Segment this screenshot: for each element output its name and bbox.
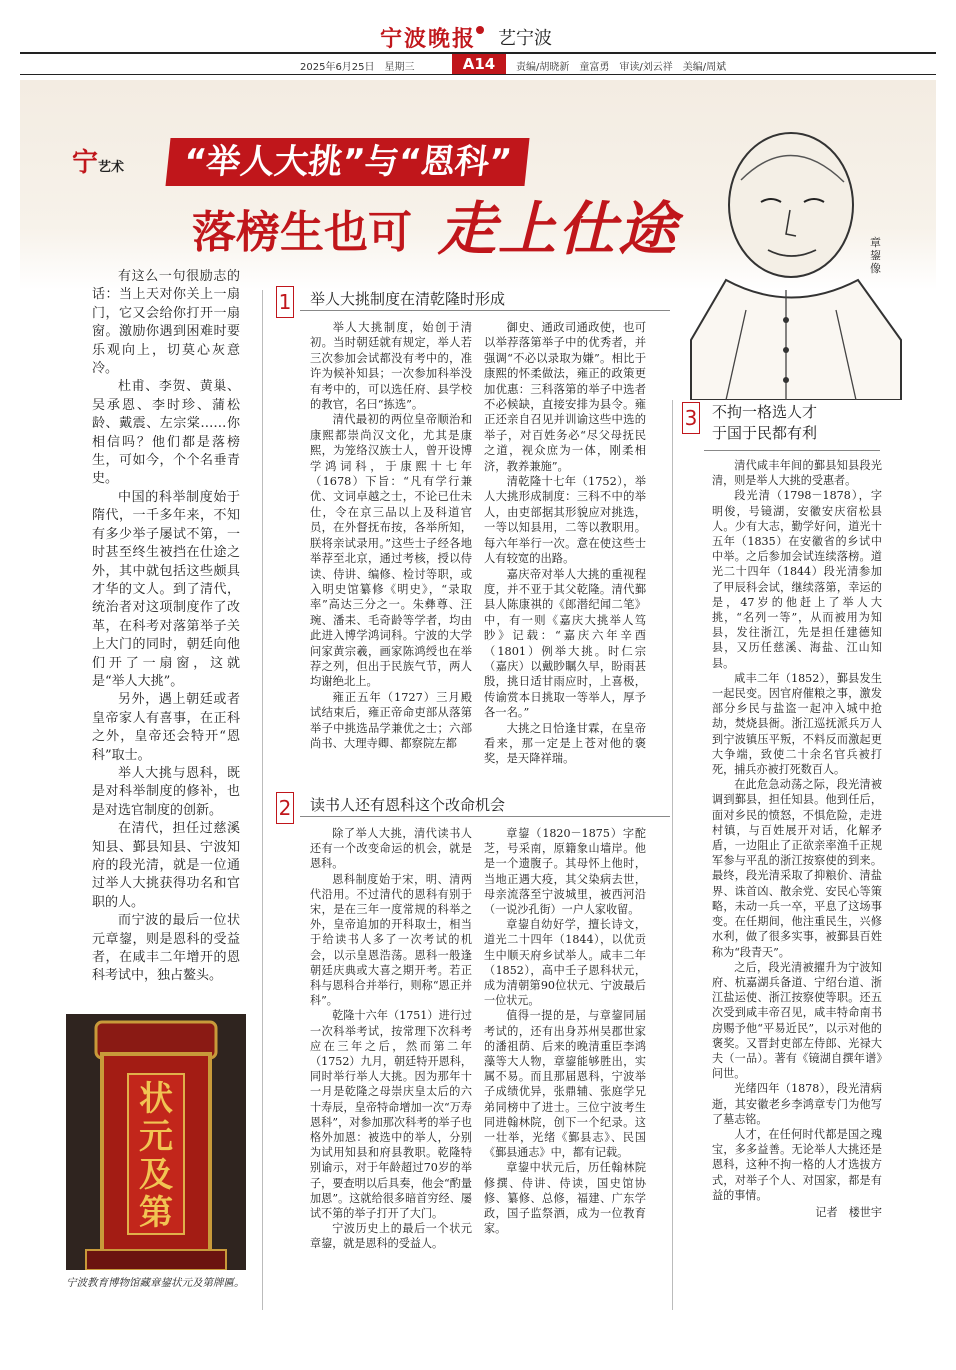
- column-divider: [262, 290, 263, 1310]
- section-2-number: 2: [276, 792, 294, 824]
- section-1-col1: 举人大挑制度，始创于清初。当时朝廷就有规定，举人若三次参加会试都没有考中的，准许为候补知县；一次参加科举没有考中的，可以选任府、县学校的教官，名曰“拣选”。 清代最初的两位皇帝顺治和康熙都崇尚汉文化，尤其是康熙，为笼络汉族士人，曾开设博学鸿词科，于康熙十七年（1678）下旨：“凡有学行兼优、文词卓越之士，不论已仕未仕，令在京三品以上及科道官员，在外督抚布按，各举所知，朕将亲试录用。”这些士子经各地举荐至北京，通过考核，授以侍读、侍讲、编修、检讨等职，或入明史馆纂修《明史》，“录取率”高达三分之一。朱彝尊、汪琬、潘耒、毛奇龄等学者，均由此进入博学鸿词科。宁波的大学问家黄宗羲，画家陈鸿绶也在举荐之列，但出于民族气节，两人均谢绝北上。 雍正五年（1727）三月殿试结束后，雍正帝命吏部从落第举子中挑选品学兼优之士；六部尚书、大理寺卿、都察院左都: [310, 321, 472, 750]
- section-2-rule: [300, 816, 670, 817]
- paper-logo: 宁波晚报: [380, 26, 477, 52]
- plaque-photo: [66, 1014, 246, 1270]
- section-name: 艺宁波: [498, 28, 552, 49]
- plaque-illustration: [66, 1014, 246, 1270]
- svg-text:状: 状: [139, 1079, 173, 1119]
- section-1-number: 1: [276, 286, 294, 318]
- page-number: A14: [452, 54, 506, 74]
- section-3-number: 3: [682, 402, 700, 434]
- photo-caption: 宁波教育博物馆藏章鋆状元及第牌匾。: [66, 1277, 245, 1289]
- section-1-col2: 御史、通政司通政使，也可以举荐落第举子中的优秀者，并强调“不必以录取为嫌”。相比于康熙的怀柔做法，雍正的政策更加优惠：三科落第的举子中选者不必候缺，直接安排为县令。雍正还亲自召见并训谕这些中选的举子，对百姓务必“尽父母抚民之道，视众庶为一体，刚柔相济，教养兼施”。 清乾隆十七年（1752），举人大挑形成制度：三科不中的举人，由吏部据其形貌应对挑选，一等以知县用，二等以教职用。每六年举行一次。意在使这些士人有较宽的出路。 嘉庆帝对举人大挑的重视程度，并不亚于其父乾隆。清代鄞县人陈康祺的《郎潜纪闻二笔》中，有一则《嘉庆大挑举人笃眇》记载：“嘉庆六年辛酉（1801）例举大挑。时仁宗（嘉庆）以戴眇瞩久早，盼雨甚殷，挑日适甘雨应时，上喜极，传谕赏本日挑取一等举人，厚予各一名。” 大挑之日恰逢甘霖，在皇帝看来，那一定是上苍对他的褒奖，是天降祥瑞。: [484, 321, 646, 766]
- section-3-rule: [704, 450, 880, 451]
- section-2-heading: 读书人还有恩科这个改命机会: [310, 796, 506, 814]
- svg-text:元: 元: [139, 1117, 173, 1157]
- section-1-rule: [300, 310, 670, 311]
- intro-text: 有这么一句很励志的话：当上天对你关上一扇门，它又会给你打开一扇窗。激励你遇到困难时要乐观向上，切莫心灰意冷。 杜甫、李贺、黄巢、吴承恩、李时珍、蒲松龄、戴震、左宗棠……你相信吗？他们都是落榜生，可如今，个个名垂青史。 中国的科举制度始于隋代，一千多年来，不知有多少举子屡试不第，一时甚至终生被挡在仕途之外，其中就包括这些颇具才华的文人。到了清代，统治者对这项制度作了改革，在科考对落第举子关上大门的同时，朝廷向他们开了一扇窗，这就是“举人大挑”。 另外，遇上朝廷或者皇帝家人有喜事，在正科之外，皇帝还会特开“恩科”取士。 举人大挑与恩科，既是对科举制度的修补，也是对选官制度的创新。 在清代，担任过慈溪知县、鄞县知县、宁波知府的段光清，就是一位通过举人大挑获得功名和官职的人。 而宁波的最后一位状元章鋆，则是恩科的受益者，在咸丰二年增开的恩科考试中，独占鳌头。: [92, 269, 240, 984]
- masthead-rule-2: [20, 74, 936, 75]
- headline-calligraphy: 走上仕途: [438, 195, 679, 263]
- section-2-col2: 章鋆（1820－1875）字酡芝，号采南，原籍象山墙岸。他是一个遗腹子。其母怀上他时，当地正遇大疫，其父染病去世，母亲流落至宁波城里，被西河沿（一说沙孔街）一户人家收留。 章鋆自幼好学，擅长诗文，道光二十四年（1844），以优贡生中顺天府乡试举人。咸丰二年（1852），高中壬子恩科状元，成为清朝第90位状元、宁波最后一位状元。 值得一提的是，与章鋆同届考试的，还有出身苏州吴郡世家的潘祖荫、后来的晚清重臣李鸿藻等大人物，章鋆能够胜出，实属不易。而且那届恩科，宁波举子成绩优异，张鼎辅、张庭学兄弟同榜中了进士。三位宁波考生同进翰林院，创下一个纪录。这一壮举，光绪《鄞县志》、民国《鄞县通志》中，都有记载。 章鋆中状元后，历任翰林院修撰、侍讲、侍读，国史馆协修、纂修、总修，福建、广东学政，国子监祭酒，成为一位教育家。: [484, 827, 646, 1236]
- section-3-heading: 不拘一格选人才 于国于民都有利: [712, 403, 818, 442]
- portrait-caption: 章鋆像: [870, 236, 881, 275]
- svg-text:第: 第: [139, 1193, 173, 1233]
- column-label: 宁艺术: [72, 148, 125, 178]
- headline-line1: “举人大挑”与“恩科”: [165, 138, 529, 186]
- section-3-col: 清代咸丰年间的鄞县知县段光清，则是举人大挑的受惠者。 段光清（1798－1878），字明俊，号镜湖，安徽安庆宿松县人。少有大志，勤学好问，道光十五年（1835）在安徽省的乡试中中举。之后参加会试连续落榜。道光二十四年（1844）段光清参加了甲辰科会试，继续落第，幸运的是，47岁的他赶上了举人大挑，“名列一等”，从而被用为知县，发往浙江，先是担任建德知县，又历任慈溪、海盐、江山知县。 咸丰二年（1852），鄞县发生一起民变。因官府催粮之事，激发部分乡民与盐盗一起冲入城中抢劫，焚烧县衙。浙江巡抚派兵万人到宁波镇压平叛，不料反而激起更大争端，致使二十余名官兵被打死，捕兵亦被打死数百人。 在此危急动荡之际，段光清被调到鄞县，担任知县。他到任后，面对乡民的愤怒，不惧危险，走进村镇，与百姓展开对话，化解矛盾，一边阻止了正欲亲率渔千正规军参与平乱的浙江按察使的到来。最终，段光清采取了抑粮价、清盐界、诛首凶、散余党、安民心等策略，未动一兵一卒，平息了这场事变。在任期间，他注重民生，兴修水利，做了很多实事，被鄞县百姓称为“段青天”。 之后，段光清被擢升为宁波知府、杭嘉湖兵备道、宁绍台道、浙江盐运使、浙江按察使等职。还五次受到咸丰帝召见，咸丰特命南书房赐予他“平易近民”，以示对他的褒奖。又晋封吏部左侍郎、光禄大夫（一品）。著有《镜湖自撰年谱》问世。 光绪四年（1878），段光清病逝，其安徽老乡李鸿章专门为他写了墓志铭。 人才，在任何时代都是国之瑰宝，多多益善。无论举人大挑还是恩科，这种不拘一格的人才选拔方式，对举子个人、对国家，都是有益的事情。 记者 楼世宇: [712, 459, 882, 1219]
- headline-line2: 落榜生也可: [192, 207, 412, 258]
- masthead-dot: [476, 26, 484, 34]
- issue-date: 2025年6月25日 星期三: [300, 62, 415, 73]
- staff-credits: 责编/胡晓新 童富勇 审读/刘云祥 美编/周斌: [516, 62, 727, 73]
- column-divider-right: [672, 400, 673, 1310]
- svg-text:及: 及: [139, 1155, 173, 1195]
- section-2-col1: 除了举人大挑，清代读书人还有一个改变命运的机会，就是恩科。 恩科制度始于宋，明、清两代沿用。不过清代的恩科有别于宋，是在三年一度常规的科举之外，皇帝追加的开科取士，相当于给读书人多了一次考试的机会，以示皇恩浩荡。恩科一般逢朝廷庆典或大喜之期开考。若正科与恩科合并举行，则称“恩正并科”。 乾隆十六年（1751）进行过一次科举考试，按常理下次科考应在三年之后，然而第二年（1752）九月，朝廷特开恩科，同时举行举人大挑。因为那年十一月是乾隆之母崇庆皇太后的六十寿辰，皇帝特命增加一次“万寿恩科”，对参加那次科考的举子也格外加恩：被选中的举人，分别为试用知县和府县教职。乾隆特别谕示，对于年龄超过70岁的举子，要查明以后具奏，他会“酌量加恩”。这就给很多暗首穷经、屡试不第的举子打开了大门。 宁波历史上的最后一个状元章鋆，就是恩科的受益人。: [310, 827, 472, 1251]
- author-byline: 记者 楼世宇: [815, 1205, 882, 1219]
- section-1-heading: 举人大挑制度在清乾隆时形成: [310, 290, 506, 308]
